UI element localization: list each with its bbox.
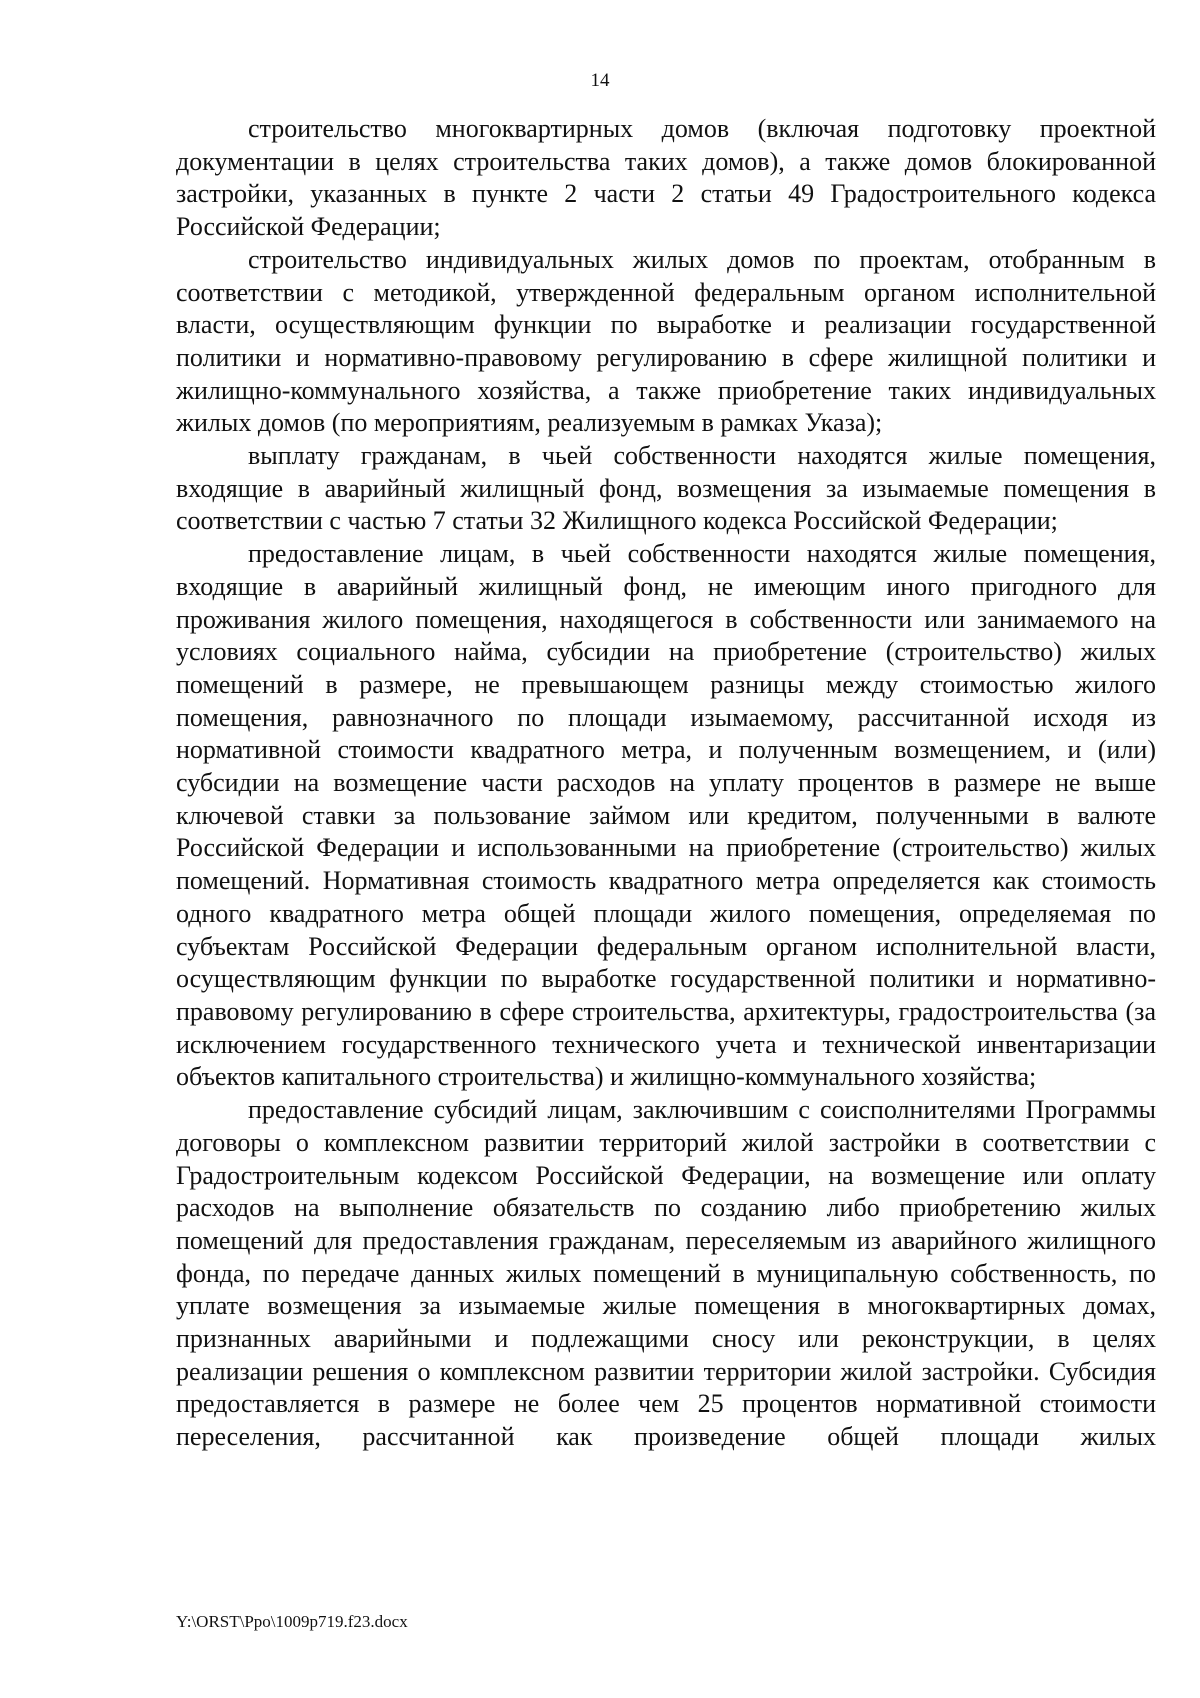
paragraph-apartment-construction: строительство многоквартирных домов (включая подготовку проектной документации в целях строительства таких домов), а также домов блокированной застройки, указанных в пункте 2 части 2 статьи 49 Градостроительного кодекса Российской Федерации; xyxy=(176,114,1156,242)
paragraph-territory-development-subsidy: предоставление субсидий лицам, заключившим с соисполнителями Программы договоры о комплексном развитии территорий жилой застройки в соответствии с Градостроительным кодексом Российской Федерации, на возмещение или оплату расходов на выполнение обязательств по созданию либо приобретению жилых помещений для предоставления гражданам, переселяемым из аварийного жилищного фонда, по передаче данных жилых помещений в муниципальную собственность, по уплате возмещения за изымаемые жилые помещения в многоквартирных домах, признанных аварийными и подлежащими сносу или реконструкции, в целях реализации решения о комплексном развитии территории жилой застройки. Субсидия предоставляется в размере не более чем 25 процентов нормативной стоимости переселения, рассчитанной как произведение общей площади жилых xyxy=(176,1095,1156,1452)
page-number: 14 xyxy=(590,70,610,91)
file-path-footer: Y:\ORST\Ppo\1009p719.f23.docx xyxy=(176,1612,408,1631)
document-body xyxy=(176,113,1156,1454)
paragraph-owner-compensation: выплату гражданам, в чьей собственности находятся жилые помещения, входящие в аварийный жилищный фонд, возмещения за изымаемые помещения в соответствии с частью 7 статьи 32 Жилищного кодекса Российской Федерации; xyxy=(176,441,1156,536)
paragraph-individual-houses: строительство индивидуальных жилых домов по проектам, отобранным в соответствии с методикой, утвержденной федеральным органом исполнительной власти, осуществляющим функции по выработке и реализации государственной политики и нормативно-правовому регулированию в сфере жилищной политики и жилищно-коммунального хозяйства, а также приобретение таких индивидуальных жилых домов (по мероприятиям, реализуемым в рамках Указа); xyxy=(176,244,1156,438)
paragraph-subsidy-to-owners: предоставление лицам, в чьей собственности находятся жилые помещения, входящие в аварийный жилищный фонд, не имеющим иного пригодного для проживания жилого помещения, находящегося в собственности или занимаемого на условиях социального найма, субсидии на приобретение (строительство) жилых помещений в размере, не превышающем разницы между стоимостью жилого помещения, равнозначного по площади изымаемому, рассчитанной исходя из нормативной стоимости квадратного метра, и полученным возмещением, и (или) субсидии на возмещение части расходов на уплату процентов в размере не выше ключевой ставки за пользование займом или кредитом, полученными в валюте Российской Федерации и использованными на приобретение (строительство) жилых помещений. Нормативная стоимость квадратного метра определяется как стоимость одного квадратного метра общей площади жилого помещения, определяемая по субъектам Российской Федерации федеральным органом исполнительной власти, осуществляющим функции по выработке государственной политики и нормативно-правовому регулированию в сфере строительства, архитектуры, градостроительства (за исключением государственного технического учета и технической инвентаризации объектов капитального строительства) и жилищно-коммунального хозяйства; xyxy=(176,539,1156,1092)
